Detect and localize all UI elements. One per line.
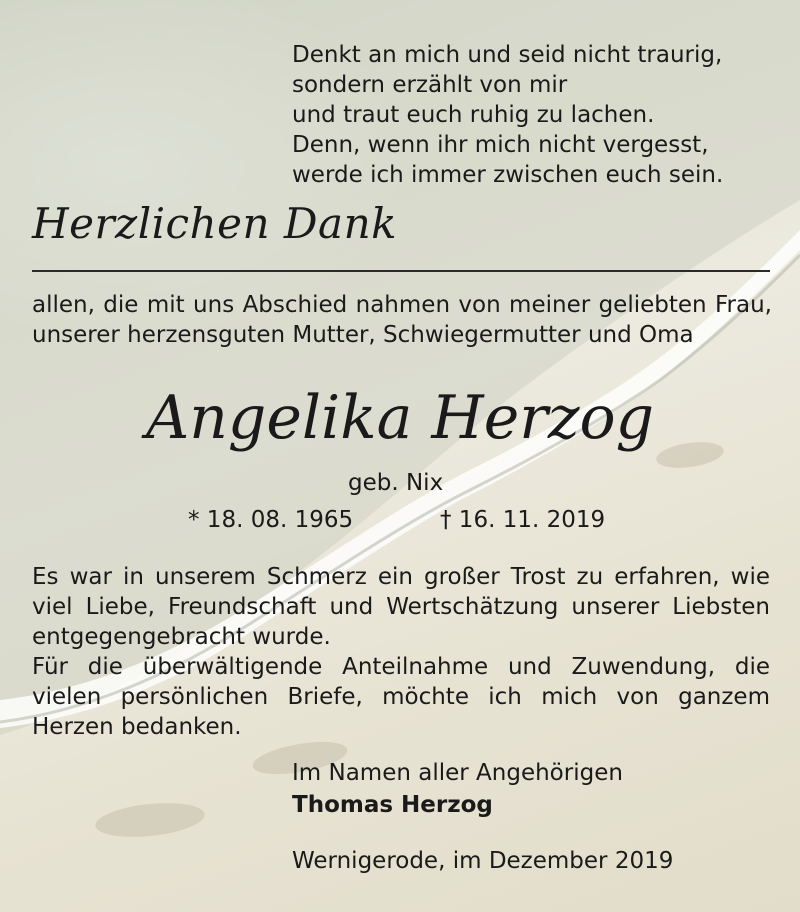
thank-you-body bbox=[32, 562, 770, 742]
signature-line: Im Namen aller Angehörigen bbox=[292, 760, 623, 786]
heading-divider bbox=[32, 270, 770, 272]
deceased-name: Angelika Herzog bbox=[145, 383, 655, 453]
thanks-heading: Herzlichen Dank bbox=[32, 199, 398, 248]
death-date: † 16. 11. 2019 bbox=[440, 507, 606, 533]
body-paragraph-2: Für die überwältigende Anteilnahme und Zuwendung, die vielen persönlichen Briefe, möchte ich mich von ganzem Herzen bedanken. bbox=[32, 654, 770, 740]
place-and-date: Wernigerode, im Dezember 2019 bbox=[292, 848, 674, 874]
intro-text: allen, die mit uns Abschied nahmen von meiner geliebten Frau, unserer herzensguten Mutter, Schwiegermutter und Oma bbox=[32, 292, 772, 348]
birth-date: * 18. 08. 1965 bbox=[188, 507, 354, 533]
memorial-verse: Denkt an mich und seid nicht traurig, sondern erzählt von mir und traut euch ruhig zu lachen. Denn, wenn ihr mich nicht vergesst, werde ich immer zwischen euch sein. bbox=[292, 42, 724, 188]
birth-name: geb. Nix bbox=[348, 470, 444, 496]
body-paragraph-1: Es war in unserem Schmerz ein großer Trost zu erfahren, wie viel Liebe, Freundschaft und Wertschätzung unserer Liebsten entgegengebracht wurde. bbox=[32, 564, 770, 650]
signature-name: Thomas Herzog bbox=[292, 792, 493, 818]
